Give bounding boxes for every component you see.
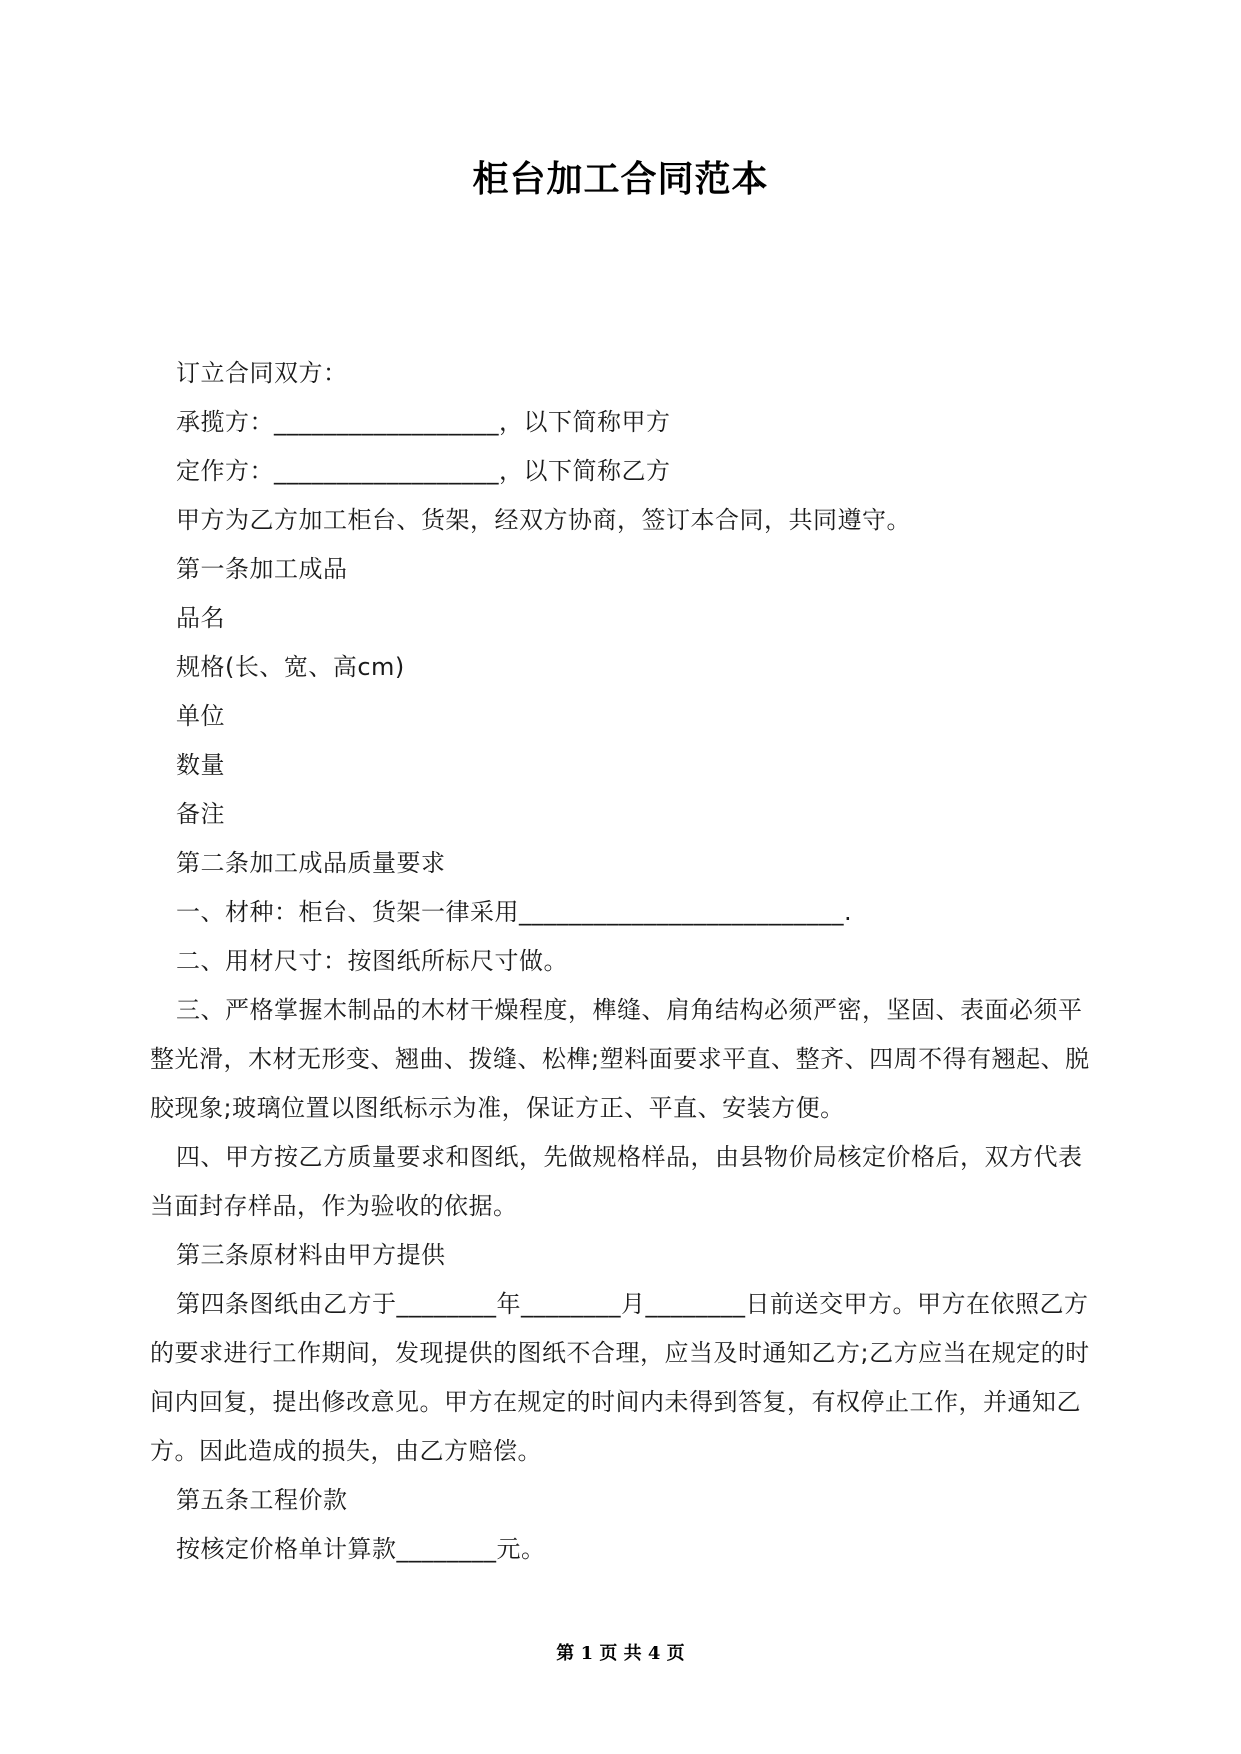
clause-2-3-quality: 三、严格掌握木制品的木材干燥程度，榫缝、肩角结构必须严密，坚固、表面必须平整光滑，木材无形变、翘曲、拨缝、松榫;塑料面要求平直、整齐、四周不得有翘起、脱胶现象;玻璃位置以图纸标示为准，保证方正、平直、安装方便。 <box>150 996 1090 1122</box>
paragraph-contractor: 承揽方：__________________，以下简称甲方 <box>176 408 671 436</box>
article-5-heading: 第五条工程价款 <box>176 1486 348 1514</box>
contract-body <box>150 349 1093 1574</box>
article-1-heading: 第一条加工成品 <box>176 555 348 583</box>
field-quantity: 数量 <box>176 751 225 779</box>
clause-2-2-dimensions: 二、用材尺寸：按图纸所标尺寸做。 <box>176 947 568 975</box>
field-unit: 单位 <box>176 702 225 730</box>
article-2-heading: 第二条加工成品质量要求 <box>176 849 446 877</box>
page-title: 柜台加工合同范本 <box>472 159 769 200</box>
page-number: 第 1 页 共 4 页 <box>556 1643 685 1664</box>
article-4-drawings: 第四条图纸由乙方于________年________月________日前送交甲方。甲方在依照乙方的要求进行工作期间，发现提供的图纸不合理，应当及时通知乙方;乙方应当在规定的时间内回复，提出修改意见。甲方在规定的时间内未得到答复，有权停止工作，并通知乙方。因此造成的损失，由乙方赔偿。 <box>150 1290 1090 1465</box>
field-product-name: 品名 <box>176 604 225 632</box>
field-remarks: 备注 <box>176 800 225 828</box>
paragraph-client: 定作方：__________________，以下简称乙方 <box>176 457 671 485</box>
paragraph-parties-intro: 订立合同双方： <box>176 359 348 387</box>
article-5-payment: 按核定价格单计算款________元。 <box>176 1535 546 1563</box>
article-3-heading: 第三条原材料由甲方提供 <box>176 1241 446 1269</box>
clause-2-1-material: 一、材种：柜台、货架一律采用__________________________. <box>176 898 853 926</box>
clause-2-4-samples: 四、甲方按乙方质量要求和图纸，先做规格样品，由县物价局核定价格后，双方代表当面封存样品，作为验收的依据。 <box>150 1143 1083 1220</box>
field-specification: 规格(长、宽、高cm) <box>176 653 405 681</box>
paragraph-agreement: 甲方为乙方加工柜台、货架，经双方协商，签订本合同，共同遵守。 <box>176 506 911 534</box>
